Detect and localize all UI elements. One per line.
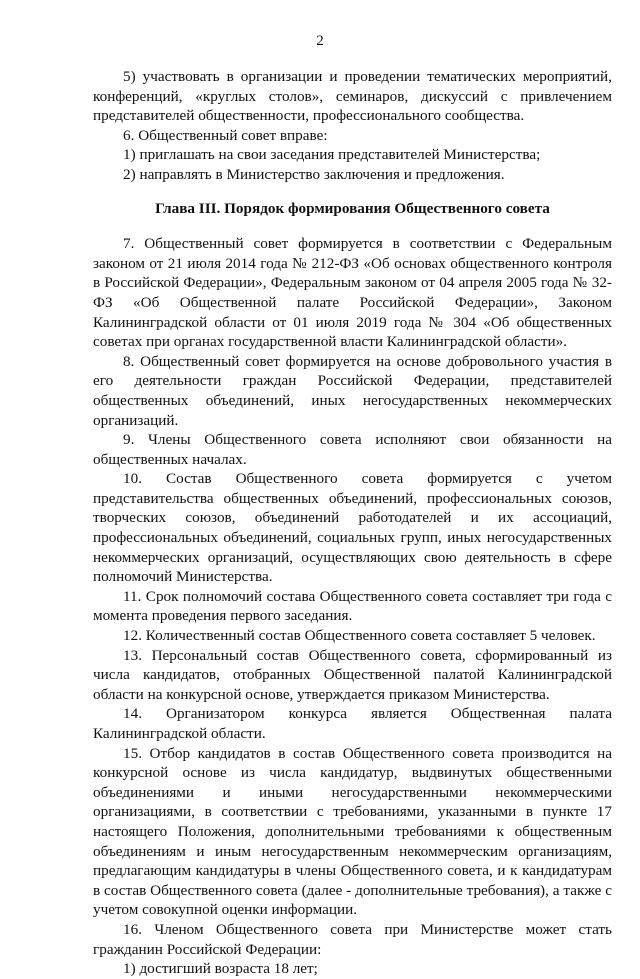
paragraph-item-15: 15. Отбор кандидатов в состав Общественного совета производится на конкурсной основе из числа кандидатур, выдвинутых общественными объединениями и иными негосударственными некоммерческими организациями, в соответствии с требованиями, указанными в пункте 17 настоящего Положения, дополнительными требованиями к общественным объединениям и иным негосударственным некоммерческим организациям, предлагающим кандидатуры в члены Общественного совета, и к кандидатурам в состав Общественного совета (далее - дополнительные требования), а также с учетом совокупной оценки информации. xyxy=(93,744,612,919)
paragraph-subitem-1: 1) приглашать на свои заседания представителей Министерства; xyxy=(123,146,541,164)
paragraph-item-5: 5) участвовать в организации и проведении тематических мероприятий, конференций, «круглых столов», семинаров, дискуссий с привлечением представителей общественности, профессионального сообщества. xyxy=(93,68,612,125)
paragraph-item-6: 6. Общественный совет вправе: xyxy=(123,126,328,144)
chapter-title: Глава III. Порядок формирования Общественного совета xyxy=(155,199,550,217)
paragraph-subitem-2: 2) направлять в Министерство заключения и предложения. xyxy=(123,165,505,183)
document-body xyxy=(93,67,612,979)
paragraph-item-7: 7. Общественный совет формируется в соответствии с Федеральным законом от 21 июля 2014 года № 212-ФЗ «Об основах общественного контроля в Российской Федерации», Федеральным законом от 04 апреля 2005 года № 32-ФЗ «Об Общественной палате Российской Федерации», Законом Калининградской области от 01 июля 2019 года № 304 «Об общественных советах при органах государственной власти Калининградской области». xyxy=(93,235,612,351)
paragraph-item-10: 10. Состав Общественного совета формируется с учетом представительства общественных объединений, профессиональных союзов, творческих союзов, объединений работодателей и их ассоциаций, профессиональных объединений, социальных групп, иных негосударственных некоммерческих организаций, осуществляющих свою деятельность в сфере полномочий Министерства. xyxy=(93,470,612,586)
page-number: 2 xyxy=(316,33,324,49)
paragraph-item-13: 13. Персональный состав Общественного совета, сформированный из числа кандидатов, отобранных Общественной палатой Калининградской области на конкурсной основе, утверждается приказом Министерства. xyxy=(93,646,612,703)
paragraph-item-11: 11. Срок полномочий состава Общественного совета составляет три года с момента проведения первого заседания. xyxy=(93,587,612,625)
paragraph-item-14: 14. Организатором конкурса является Общественная палата Калининградской области. xyxy=(93,705,612,742)
paragraph-subitem-age: 1) достигший возраста 18 лет; xyxy=(123,960,318,978)
paragraph-item-8: 8. Общественный совет формируется на основе добровольного участия в его деятельности граждан Российской Федерации, представителей общественных объединений, иных негосударственных некоммерческих организаций. xyxy=(93,352,612,429)
paragraph-item-16: 16. Членом Общественного совета при Министерстве может стать гражданин Российской Федерации: xyxy=(93,920,612,958)
paragraph-item-9: 9. Члены Общественного совета исполняют свои обязанности на общественных началах. xyxy=(93,431,612,468)
paragraph-item-12: 12. Количественный состав Общественного совета составляет 5 человек. xyxy=(123,627,596,645)
